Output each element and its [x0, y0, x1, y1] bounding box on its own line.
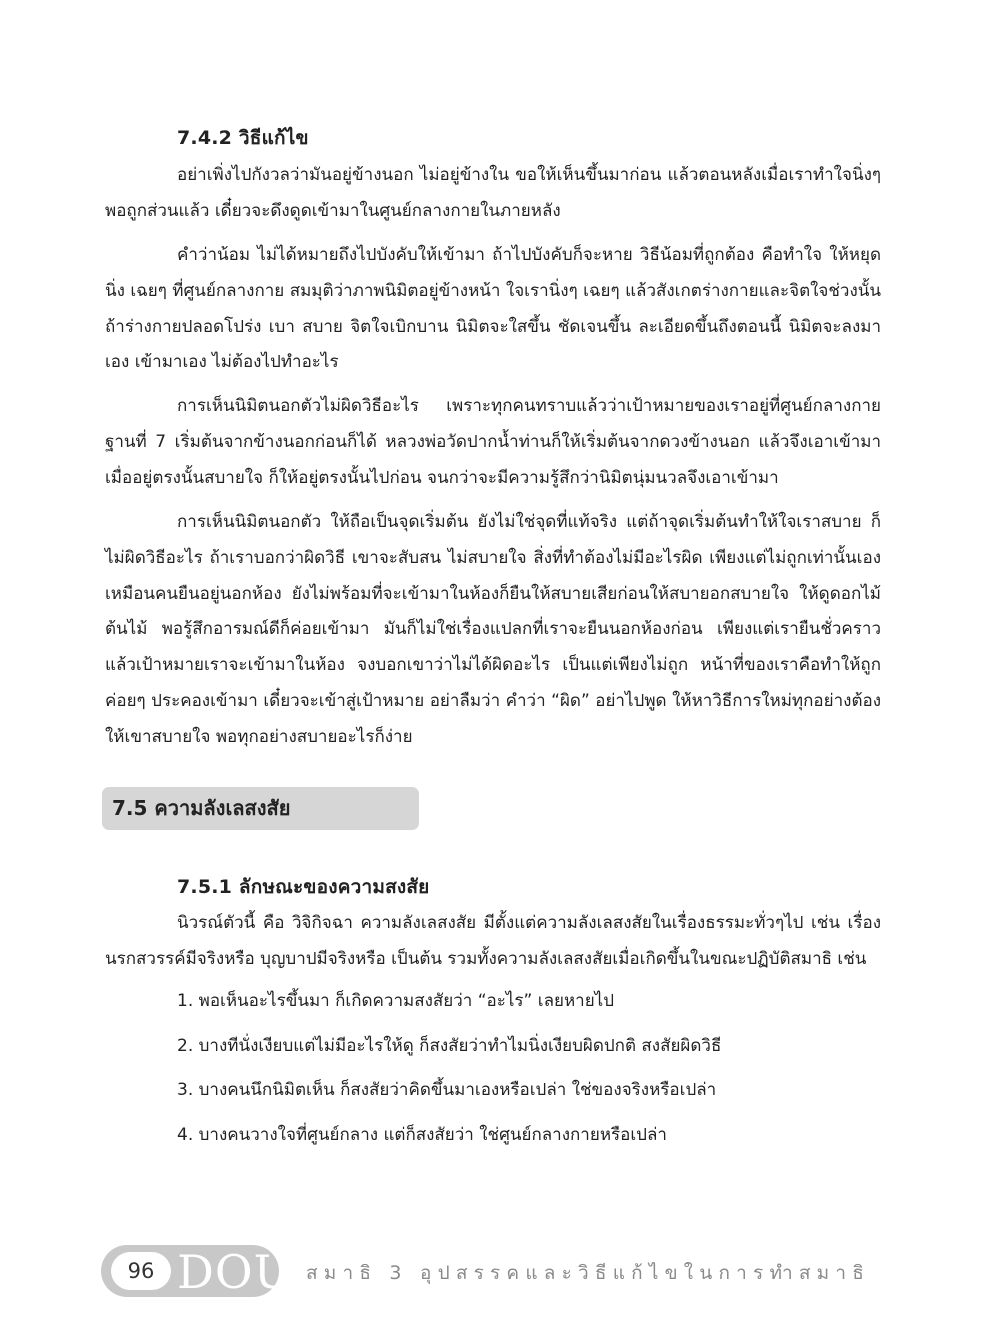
- subsection-heading-7-4-2: 7.4.2 วิธีแก้ไข: [177, 127, 309, 149]
- list-item: 1. พอเห็นอะไรขึ้นมา ก็เกิดความสงสัยว่า “อะไร” เลยหายไป: [177, 991, 614, 1011]
- list-item: 3. บางคนนึกนิมิตเห็น ก็สงสัยว่าคิดขึ้นมาเองหรือเปล่า ใช่ของจริงหรือเปล่า: [177, 1080, 717, 1100]
- paragraph: นิวรณ์ตัวนี้ คือ วิจิกิจฉา ความลังเลสงสัย มีตั้งแต่ความลังเลสงสัยในเรื่องธรรมะทั่วๆไป เช่น เรื่องนรกสวรรค์มีจริงหรือ บุญบาปมีจริงหรือ เป็นต้น รวมทั้งความลังเลสงสัยเมื่อเกิดขึ้นในขณะปฏิบัติสมาธิ เช่น: [105, 913, 881, 969]
- page-number: 96: [111, 1252, 171, 1290]
- paragraph: การเห็นนิมิตนอกตัว ให้ถือเป็นจุดเริ่มต้น ยังไม่ใช่จุดที่แท้จริง แต่ถ้าจุดเริ่มต้นทำให้ใจเราสบาย ก็ไม่ผิดวิธีอะไร ถ้าเราบอกว่าผิดวิธี เขาจะสับสน ไม่สบายใจ สิ่งที่ทำต้องไม่มีอะไรผิด เพียงแต่ไม่ถูกเท่านั้นเอง เหมือนคนยืนอยู่นอกห้อง ยังไม่พร้อมที่จะเข้ามาในห้องก็ยืนให้สบายเสียก่อนให้สบายอกสบายใจ ให้ดูดอกไม้ ต้นไม้ พอรู้สึกอารมณ์ดีก็ค่อยเข้ามา มันก็ไม่ใช่เรื่องแปลกที่เราจะยืนนอกห้องก่อน เพียงแต่เรายืนชั่วคราว แล้วเป้าหมายเราจะเข้ามาในห้อง จงบอกเขาว่าไม่ได้ผิดอะไร เป็นแต่เพียงไม่ถูก หน้าที่ของเราคือทำให้ถูก ค่อยๆ ประคองเข้ามา เดี๋ยวจะเข้าสู่เป้าหมาย อย่าลืมว่า คำว่า “ผิด” อย่าไปพูด ให้หาวิธีการใหม่ทุกอย่างต้องให้เขาสบายใจ พอทุกอย่างสบายอะไรก็ง่าย: [105, 512, 881, 747]
- list-item: 2. บางทีนั่งเงียบแต่ไม่มีอะไรให้ดู ก็สงสัยว่าทำไมนิ่งเงียบผิดปกติ สงสัยผิดวิธี: [177, 1035, 722, 1056]
- section-title-bar: 7.5 ความลังเลสงสัย: [102, 787, 419, 830]
- doubt-list: [177, 979, 877, 1157]
- paragraph: คำว่าน้อม ไม่ได้หมายถึงไปบังคับให้เข้ามา ถ้าไปบังคับก็จะหาย วิธีน้อมที่ถูกต้อง คือทำใจ ให้หยุดนิ่ง เฉยๆ ที่ศูนย์กลางกาย สมมุติว่าภาพนิมิตอยู่ข้างหน้า ใจเรานิ่งๆ เฉยๆ แล้วสังเกตร่างกายและจิตใจช่วงนั้น ถ้าร่างกายปลอดโปร่ง เบา สบาย จิตใจเบิกบาน นิมิตจะใสขึ้น ชัดเจนขึ้น ละเอียดขึ้นถึงตอนนี้ นิมิตจะลงมาเอง เข้ามาเอง ไม่ต้องไปทำอะไร: [105, 245, 882, 373]
- footer-tab: [101, 1245, 294, 1299]
- paragraph: อย่าเพิ่งไปกังวลว่ามันอยู่ข้างนอก ไม่อยู่ข้างใน ขอให้เห็นขึ้นมาก่อน แล้วตอนหลังเมื่อเราทำใจนิ่งๆ พอถูกส่วนแล้ว เดี๋ยวจะดึงดูดเข้ามาในศูนย์กลางกายในภายหลัง: [105, 165, 881, 221]
- list-item: 4. บางคนวางใจที่ศูนย์กลาง แต่ก็สงสัยว่า ใช่ศูนย์กลางกายหรือเปล่า: [177, 1124, 667, 1145]
- page-footer: [101, 1245, 871, 1299]
- subsection-heading-7-5-1: 7.5.1 ลักษณะของความสงสัย: [177, 876, 430, 898]
- book-title: สมาธิ 3 อุปสรรคและวิธีแก้ไขในการทำสมาธิ: [306, 1262, 871, 1284]
- paragraph: การเห็นนิมิตนอกตัวไม่ผิดวิธีอะไร เพราะทุกคนทราบแล้วว่าเป้าหมายของเราอยู่ที่ศูนย์กลางกายฐานที่ 7 เริ่มต้นจากข้างนอกก่อนก็ได้ หลวงพ่อวัดปากน้ำท่านก็ให้เริ่มต้นจากดวงข้างนอก แล้วจึงเอาเข้ามา เมื่ออยู่ตรงนั้นสบายใจ ก็ให้อยู่ตรงนั้นไปก่อน จนกว่าจะมีความรู้สึกว่านิมิตนุ่มนวลจึงเอาเข้ามา: [105, 396, 881, 488]
- brand-logo-text: DOU: [177, 1245, 294, 1299]
